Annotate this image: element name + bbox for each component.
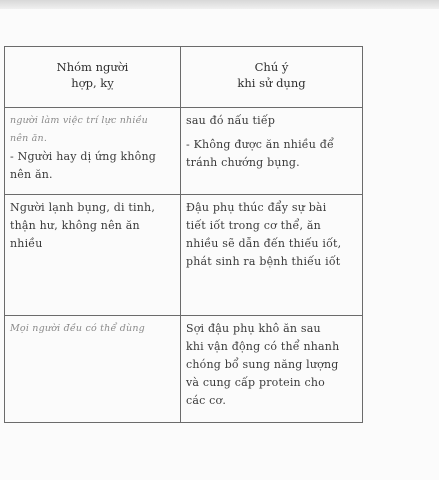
cell-line: chóng bổ sung năng lượng	[186, 358, 339, 371]
cell-line: - Không được ăn nhiều để	[186, 138, 334, 151]
cell-line: các cơ.	[186, 394, 227, 407]
cell-line: Đậu phụ thúc đẩy sự bài	[186, 201, 327, 214]
cell-line: Người lạnh bụng, di tinh,	[10, 201, 156, 214]
group-cell	[5, 108, 181, 195]
cell-line: người làm việc trí lực nhiều	[10, 115, 148, 126]
cell-line: khi vận động có thể nhanh	[186, 340, 340, 353]
cell-line: nên ăn.	[10, 168, 53, 181]
table-row	[5, 195, 363, 316]
cell-line: nhiều	[10, 237, 43, 250]
cell-line: - Người hay dị ứng không	[10, 150, 157, 163]
header-note-line2: khi sử dụng	[237, 76, 306, 90]
table-header-row	[5, 47, 363, 108]
cell-line: thận hư, không nên ăn	[10, 219, 140, 232]
cell-line: và cung cấp protein cho	[186, 376, 325, 389]
note-cell	[181, 195, 363, 316]
note-cell	[181, 108, 363, 195]
usage-table	[4, 46, 363, 423]
cell-line: nên ăn.	[10, 133, 48, 144]
header-group-line2: hợp, kỵ	[71, 76, 114, 90]
header-group-line1: Nhóm người	[56, 60, 129, 74]
cell-line: Sợi đậu phụ khô ăn sau	[186, 322, 321, 335]
header-note	[181, 47, 363, 108]
cell-line: tránh chướng bụng.	[186, 156, 300, 169]
cell-line: tiết iốt trong cơ thể, ăn	[186, 219, 321, 232]
scan-top-edge	[0, 0, 439, 9]
group-cell	[5, 195, 181, 316]
cell-line: nhiều sẽ dẫn đến thiếu iốt,	[186, 237, 342, 250]
table-row	[5, 108, 363, 195]
group-cell	[5, 316, 181, 423]
cell-line: Mọi người đều có thể dùng	[10, 323, 145, 334]
cell-line: phát sinh ra bệnh thiếu iốt	[186, 255, 341, 268]
note-cell	[181, 316, 363, 423]
cell-line: sau đó nấu tiếp	[186, 114, 276, 127]
header-group	[5, 47, 181, 108]
header-note-line1: Chú ý	[254, 60, 289, 74]
table-row	[5, 316, 363, 423]
